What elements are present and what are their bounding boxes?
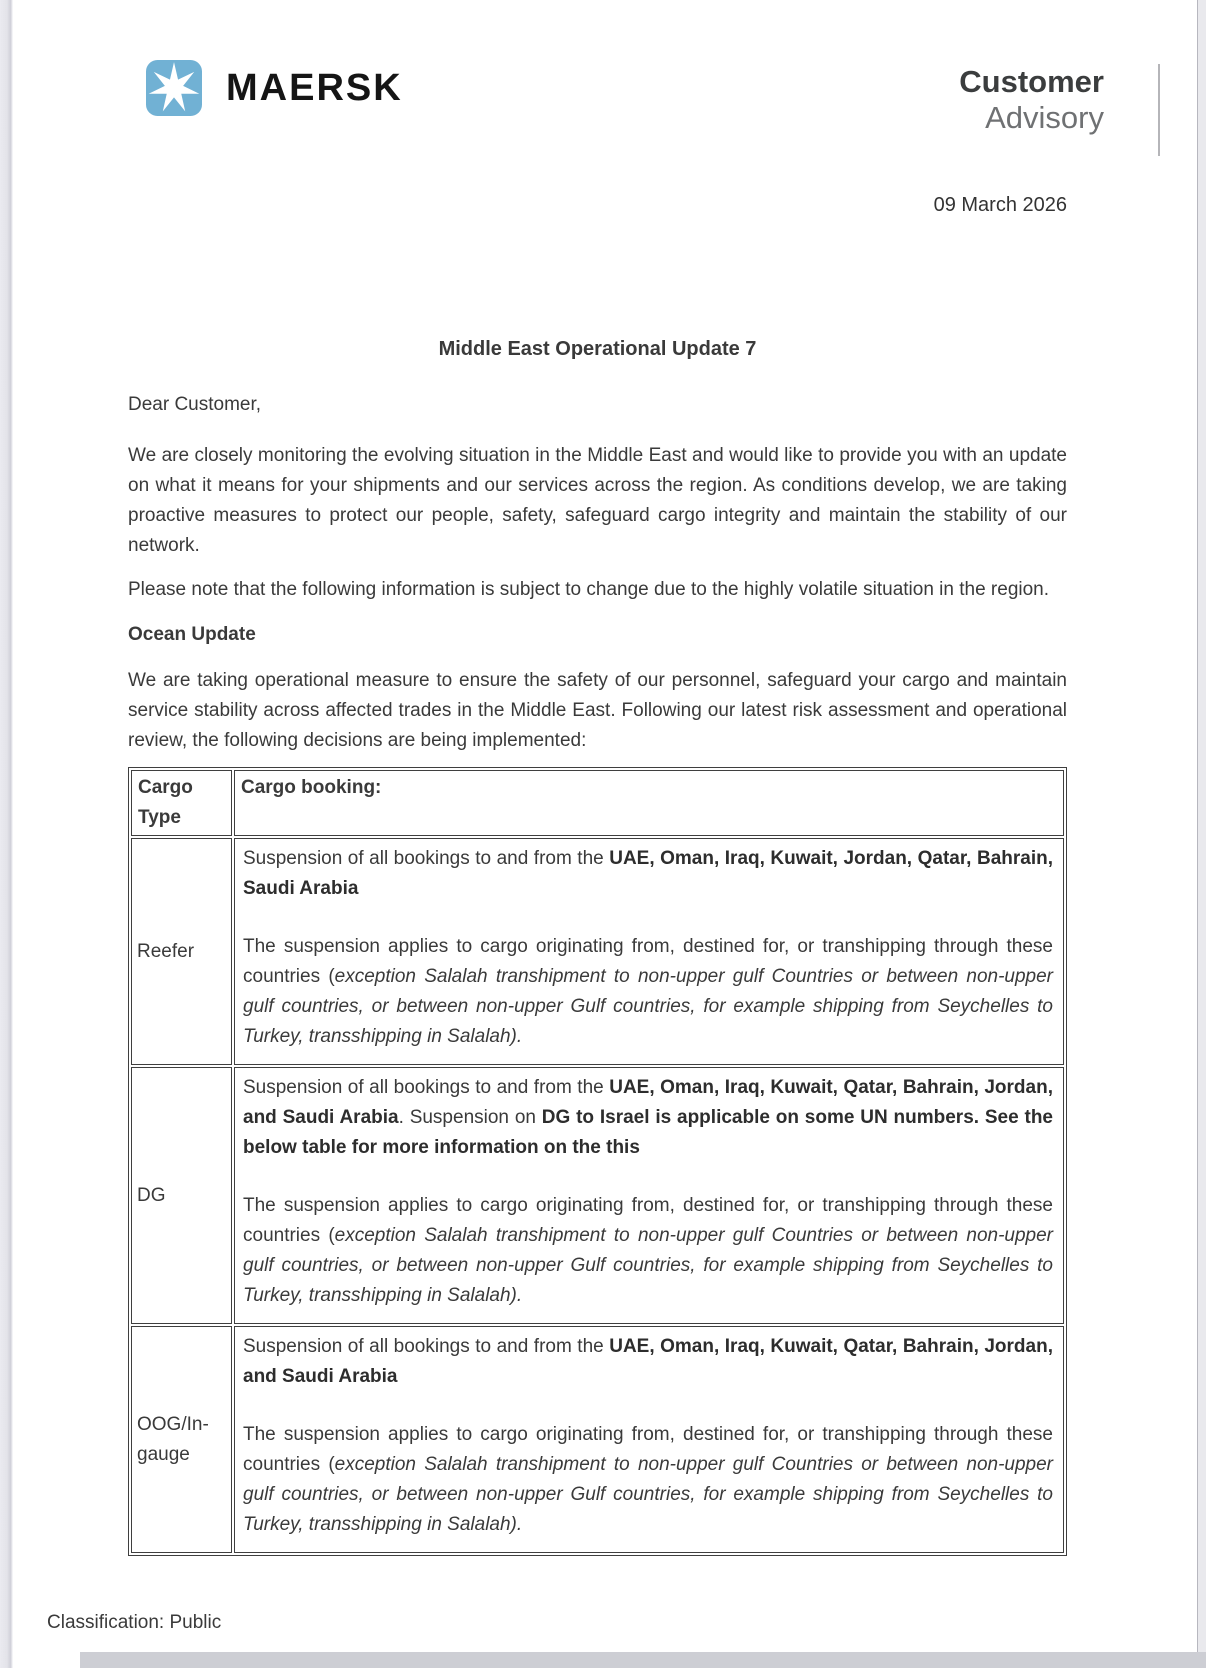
cargo-type-cell: OOG/In-gauge <box>131 1326 232 1553</box>
cargo-booking-table <box>128 767 1067 1556</box>
header-cargo-booking: Cargo booking: <box>234 770 1064 836</box>
page-bottom-edge <box>80 1652 1206 1668</box>
cargo-booking-cell <box>234 1067 1064 1324</box>
customer-label: Customer <box>959 64 1104 99</box>
suspension-statement: Suspension of all bookings to and from the UAE, Oman, Iraq, Kuwait, Qatar, Bahrain, Jordan, and Saudi Arabia <box>243 1336 1053 1387</box>
table-row-oog <box>131 1326 1064 1553</box>
document-date: 09 March 2026 <box>933 194 1067 216</box>
intro-paragraph: We are closely monitoring the evolving situation in the Middle East and would like to provide you with an update on what it means for your shipments and our services across the region. As conditions develop, we are taking proactive measures to protect our people, safety, safeguard cargo integrity and maintain the stability of our network. <box>128 445 1067 556</box>
countries-bold: UAE, Oman, Iraq, Kuwait, Qatar, Bahrain, Jordan, and Saudi Arabia <box>243 1077 1053 1128</box>
suspension-detail: The suspension applies to cargo originating from, destined for, or transhipping through these countries (exception Salalah transhipment to non-upper gulf Countries or between non-upper gulf countries, or between non-upper Gulf countries, for example shipping from Seychelles to Turkey, transshipping in Salalah). <box>243 936 1053 1047</box>
page-left-edge <box>0 0 13 1668</box>
table-row-dg <box>131 1067 1064 1324</box>
classification-footer: Classification: Public <box>47 1612 222 1633</box>
salutation: Dear Customer, <box>128 394 262 415</box>
cargo-type-cell: DG <box>131 1067 232 1324</box>
cargo-type-cell: Reefer <box>131 838 232 1065</box>
exception-italic: exception Salalah transhipment to non-upper gulf Countries or between non-upper gulf countries, or between non-upper Gulf countries, for example shipping from Seychelles to Turkey, transshipping in Salalah). <box>243 966 1053 1047</box>
page-right-edge <box>1197 0 1206 1668</box>
cargo-booking-cell <box>234 1326 1064 1553</box>
suspension-statement: Suspension of all bookings to and from the UAE, Oman, Iraq, Kuwait, Jordan, Qatar, Bahrain, Saudi Arabia <box>243 848 1053 899</box>
note-paragraph: Please note that the following information is subject to change due to the highly volatile situation in the region. <box>128 579 1050 600</box>
ocean-paragraph: We are taking operational measure to ensure the safety of our personnel, safeguard your cargo and maintain service stability across affected trades in the Middle East. Following our latest risk assessment and operational review, the following decisions are being implemented: <box>128 670 1067 751</box>
exception-italic: exception Salalah transhipment to non-upper gulf Countries or between non-upper gulf countries, or between non-upper Gulf countries, for example shipping from Seychelles to Turkey, transshipping in Salalah). <box>243 1225 1053 1306</box>
dg-israel-bold: DG to Israel is applicable on some UN numbers. See the below table for more information on the this <box>243 1107 1053 1158</box>
advisory-label: Advisory <box>985 100 1104 135</box>
countries-bold: UAE, Oman, Iraq, Kuwait, Jordan, Qatar, Bahrain, Saudi Arabia <box>243 848 1053 899</box>
ocean-update-heading: Ocean Update <box>128 624 256 645</box>
cargo-booking-cell <box>234 838 1064 1065</box>
table-header-row <box>131 770 1064 836</box>
suspension-detail: The suspension applies to cargo originating from, destined for, or transhipping through these countries (exception Salalah transhipment to non-upper gulf Countries or between non-upper gulf countries, or between non-upper Gulf countries, for example shipping from Seychelles to Turkey, transshipping in Salalah). <box>243 1424 1053 1535</box>
exception-italic: exception Salalah transhipment to non-upper gulf Countries or between non-upper gulf countries, or between non-upper Gulf countries, for example shipping from Seychelles to Turkey, transshipping in Salalah). <box>243 1454 1053 1535</box>
countries-bold: UAE, Oman, Iraq, Kuwait, Qatar, Bahrain, Jordan, and Saudi Arabia <box>243 1336 1053 1387</box>
document-body <box>128 0 1067 1556</box>
suspension-detail: The suspension applies to cargo originating from, destined for, or transhipping through these countries (exception Salalah transhipment to non-upper gulf Countries or between non-upper gulf countries, or between non-upper Gulf countries, for example shipping from Seychelles to Turkey, transshipping in Salalah). <box>243 1195 1053 1306</box>
page-title: Middle East Operational Update 7 <box>438 338 757 360</box>
table-row-reefer <box>131 838 1064 1065</box>
maersk-wordmark: MAERSK <box>226 66 403 109</box>
header-cargo-type: Cargo Type <box>131 770 232 836</box>
suspension-statement: Suspension of all bookings to and from the UAE, Oman, Iraq, Kuwait, Qatar, Bahrain, Jordan, and Saudi Arabia. Suspension on DG to Israel is applicable on some UN numbers. See the below table for more information on the this <box>243 1077 1053 1158</box>
